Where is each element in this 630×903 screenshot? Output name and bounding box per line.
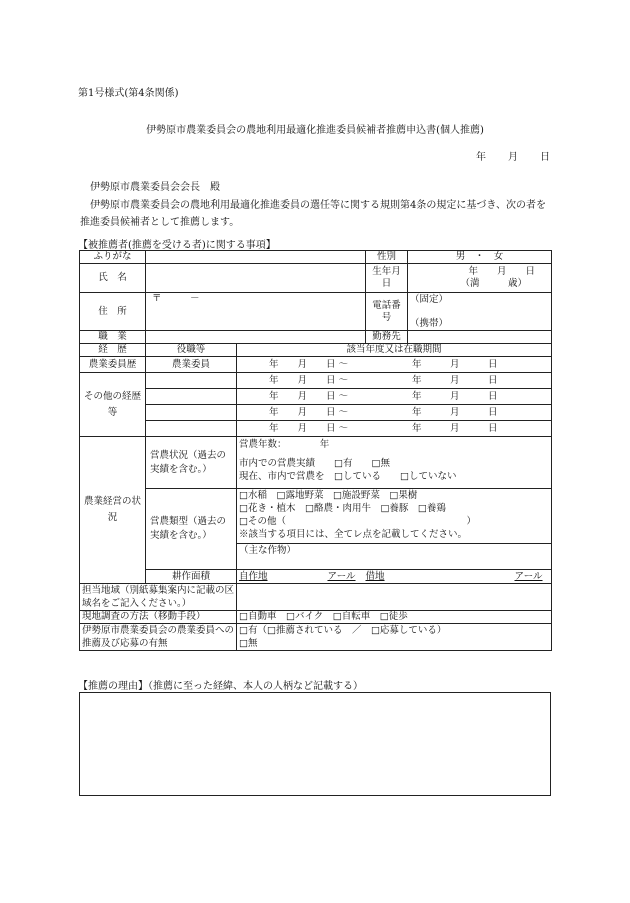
gender-options[interactable]: 男 ・ 女: [408, 251, 552, 264]
period-start: 年 月 日 ～: [269, 422, 349, 434]
workplace-field[interactable]: [408, 331, 552, 344]
other-rec-no: □無: [239, 638, 258, 649]
occupation-label: 職 業: [80, 331, 146, 344]
survey-method-options[interactable]: □自動車 □バイク □自転車 □徒歩: [237, 611, 552, 624]
postal-mark: 〒 －: [152, 293, 200, 304]
birth-ymd: 年 月 日: [468, 266, 535, 277]
farm-years: 営農年数： 年: [239, 439, 330, 450]
period-end: 年 月 日: [412, 422, 498, 434]
name-field[interactable]: [146, 264, 366, 293]
survey-method-label: 現地調査の方法（移動手段）: [80, 611, 237, 624]
cultivated-area-label: 耕作面積: [146, 570, 237, 584]
ag-committee-value: 農業委員: [146, 357, 237, 373]
date-line: [454, 148, 550, 163]
farm-record: 市内での営農実績 □有 □無: [239, 458, 390, 469]
furigana-label: ふりがな: [80, 251, 146, 264]
farm-status-label: 営農状況（過去の実績を含む。）: [146, 437, 237, 489]
section-heading-nominee: 【被推薦者(推薦を受ける者)に関する事項】: [78, 240, 276, 251]
address-field[interactable]: [146, 293, 366, 331]
body-text: 伊勢原市農業委員会の農地利用最適化推進委員の選任等に関する規則第4条の規定に基づき、次の者を推進委員候補者として推薦します。: [80, 200, 546, 228]
furigana-field[interactable]: [146, 251, 366, 264]
other-history-label: その他の経歴等: [80, 373, 146, 437]
other-history-period-1[interactable]: [237, 373, 552, 389]
area-in-charge-label: 担当地域（別紙募集案内に記載の区域名をご記入ください。）: [80, 584, 237, 611]
birth-field[interactable]: [408, 264, 552, 293]
period-end: 年 月 日: [412, 406, 498, 418]
date-year: 年: [476, 152, 486, 163]
section-heading-reason: 【推薦の理由】（推薦に至った経緯、本人の人柄など記載する）: [78, 681, 363, 692]
farm-management-label: 農業経営の状況: [80, 437, 146, 584]
phone-label: 電話番号: [366, 293, 408, 331]
gender-label: 性別: [366, 251, 408, 264]
period-start: 年 月 日 ～: [269, 406, 349, 418]
period-header: 該当年度又は在職期間: [237, 344, 552, 357]
own-land-label: 自作地: [239, 570, 268, 582]
birth-age: （満 歳）: [460, 278, 527, 289]
date-month: 月: [508, 152, 518, 163]
farm-current: 現在、市内で営農を □している □していない: [239, 471, 457, 482]
period-end: 年 月 日: [412, 374, 498, 386]
farm-type-note: ※該当する項目には、全てレ点を記載してください。: [239, 529, 468, 540]
other-recommendation-label: 伊勢原市農業委員会の農業委員への推薦及び応募の有無: [80, 624, 237, 651]
addressee: 伊勢原市農業委員会会長 殿: [90, 182, 220, 193]
position-header: 役職等: [146, 344, 237, 357]
name-label: 氏 名: [80, 264, 146, 293]
reason-field[interactable]: [79, 692, 551, 796]
period-end: 年 月 日: [412, 358, 498, 370]
farm-type-row2: □花き・植木 □酪農・肉用牛 □養豚 □養鶏: [239, 503, 446, 514]
other-history-position-1[interactable]: [146, 373, 237, 389]
ag-committee-label: 農業委員歴: [80, 357, 146, 373]
farm-type-label: 営農類型（過去の実績を含む。）: [146, 489, 237, 570]
other-history-period-2[interactable]: [237, 389, 552, 405]
other-history-position-4[interactable]: [146, 421, 237, 437]
phone-mobile: （携帯）: [410, 317, 449, 329]
farm-status-field[interactable]: [237, 437, 552, 489]
birth-label: 生年月日: [366, 264, 408, 293]
form-number: 第1号様式(第4条関係): [78, 88, 179, 99]
other-history-position-2[interactable]: [146, 389, 237, 405]
leased-land-label: 借地: [365, 570, 385, 582]
period-end: 年 月 日: [412, 390, 498, 402]
address-label: 住 所: [80, 293, 146, 331]
other-history-period-4[interactable]: [237, 421, 552, 437]
other-recommendation-options[interactable]: [237, 624, 552, 651]
phone-field[interactable]: [408, 293, 552, 331]
period-start: 年 月 日 ～: [269, 358, 349, 370]
workplace-label: 勤務先: [366, 331, 408, 344]
main-crops: （主な作物）: [237, 543, 551, 557]
occupation-field[interactable]: [146, 331, 366, 344]
nominee-table: [79, 250, 552, 651]
document-title: 伊勢原市農業委員会の農地利用最適化推進委員候補者推薦申込書(個人推薦): [146, 125, 484, 136]
period-start: 年 月 日 ～: [269, 390, 349, 402]
own-land-unit: アール: [327, 570, 356, 582]
leased-land-unit: アール: [514, 570, 543, 582]
other-history-position-3[interactable]: [146, 405, 237, 421]
ag-committee-period[interactable]: [237, 357, 552, 373]
farm-type-field[interactable]: [237, 489, 552, 570]
phone-fixed: （固定）: [410, 293, 449, 305]
date-day: 日: [540, 152, 550, 163]
other-rec-yes: □有（□推薦されている ／ □応募している）: [239, 625, 447, 636]
area-in-charge-field[interactable]: [237, 584, 552, 611]
farm-type-row3: □その他（ ）: [239, 516, 476, 527]
farm-type-row1: □水稲 □露地野菜 □施設野菜 □果樹: [239, 490, 418, 501]
other-history-period-3[interactable]: [237, 405, 552, 421]
cultivated-area-field[interactable]: [237, 570, 552, 584]
period-start: 年 月 日 ～: [269, 374, 349, 386]
history-label: 経 歴: [80, 344, 146, 357]
